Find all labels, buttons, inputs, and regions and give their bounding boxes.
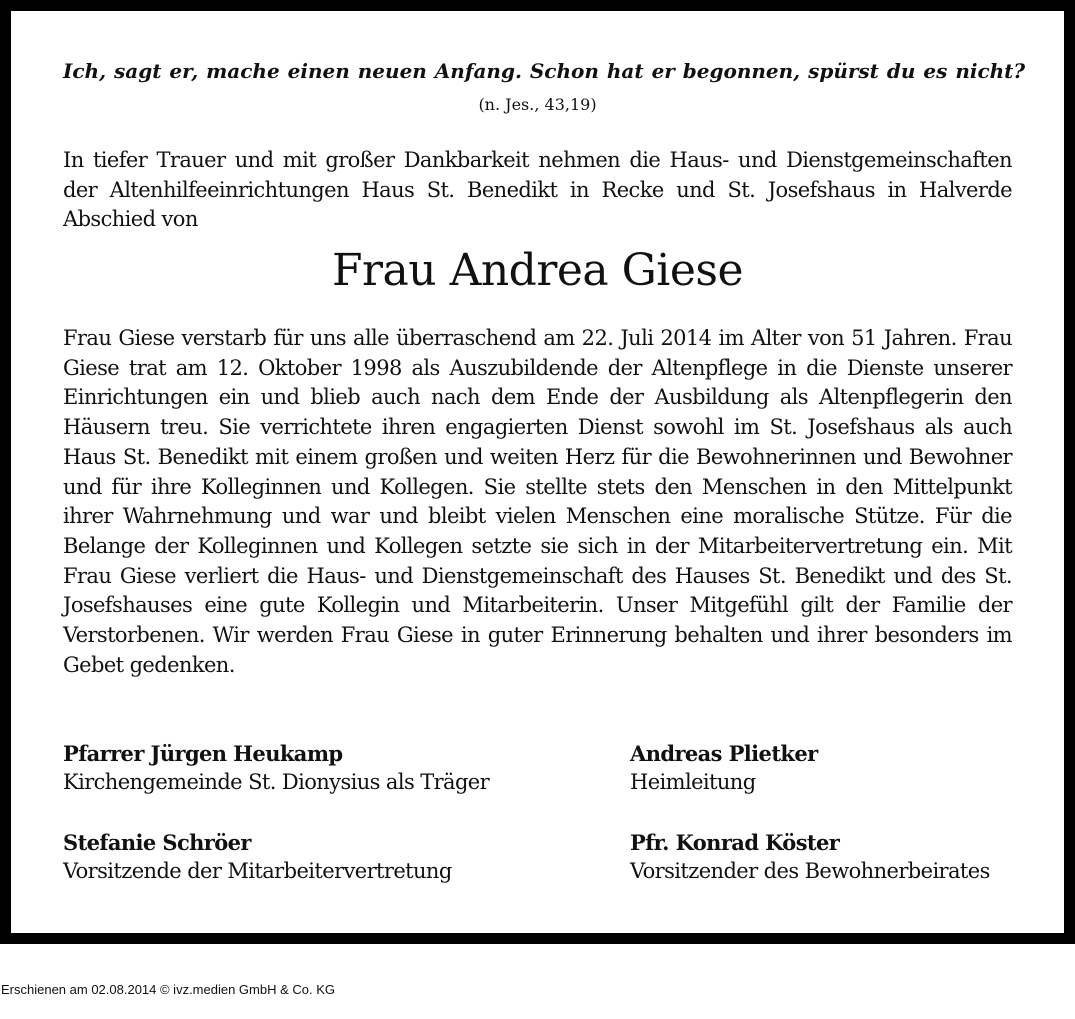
signatory-role: Kirchengemeinde St. Dionysius als Träger bbox=[63, 770, 490, 794]
intro-paragraph: In tiefer Trauer und mit großer Dankbarkeit nehmen die Haus- und Dienstgemeinschaften der Altenhilfeeinrichtungen Haus St. Benedikt in Recke und St. Josefshaus in Halverde Abschied von bbox=[63, 148, 1012, 231]
motto-source: (n. Jes., 43,19) bbox=[478, 95, 597, 114]
motto-quote: Ich, sagt er, mache einen neuen Anfang. Schon hat er begonnen, spürst du es nicht? bbox=[63, 59, 1026, 83]
publication-footer: Erschienen am 02.08.2014 © ivz.medien GmbH & Co. KG bbox=[1, 982, 336, 997]
deceased-name: Frau Andrea Giese bbox=[331, 245, 744, 296]
signatory-role: Vorsitzende der Mitarbeitervertretung bbox=[63, 859, 452, 883]
signatory bbox=[630, 828, 990, 886]
signatory-name: Andreas Plietker bbox=[630, 741, 818, 766]
obituary-body: Frau Giese verstarb für uns alle überraschend am 22. Juli 2014 im Alter von 51 Jahren. Frau Giese trat am 12. Oktober 1998 als Auszubildende der Altenpflege in die Dienste unserer Einrichtungen ein und blieb auch nach dem Ende der Ausbildung als Altenpflegerin den Häusern treu. Sie verrichtete ihren engagierten Dienst sowohl im St. Josefshaus als auch Haus St. Benedikt mit einem großen und weiten Herz für die Bewohnerinnen und Bewohner und für ihre Kolleginnen und Kollegen. Sie stellte stets den Menschen in den Mittelpunkt ihrer Wahrnehmung und war und bleibt vielen Menschen eine moralische Stütze. Für die Belange der Kolleginnen und Kollegen setzte sie sich in der Mitarbeitervertretung ein. Mit Frau Giese verliert die Haus- und Dienstgemeinschaft des Hauses St. Benedikt und des St. Josefshauses eine gute Kollegin und Mitarbeiterin. Unser Mitgefühl gilt der Familie der Verstorbenen. Wir werden Frau Giese in guter Erinnerung behalten und ihrer besonders im Gebet gedenken. bbox=[63, 326, 1012, 677]
signatory-name: Stefanie Schröer bbox=[63, 830, 251, 855]
signatory-name: Pfr. Konrad Köster bbox=[630, 830, 840, 855]
signatory-name: Pfarrer Jürgen Heukamp bbox=[63, 741, 343, 766]
signatory bbox=[630, 739, 818, 797]
signatory bbox=[63, 828, 452, 886]
signatory-role: Vorsitzender des Bewohnerbeirates bbox=[630, 859, 990, 883]
signatory-role: Heimleitung bbox=[630, 770, 756, 794]
notice-sheet bbox=[11, 11, 1064, 933]
signatory bbox=[63, 739, 489, 797]
